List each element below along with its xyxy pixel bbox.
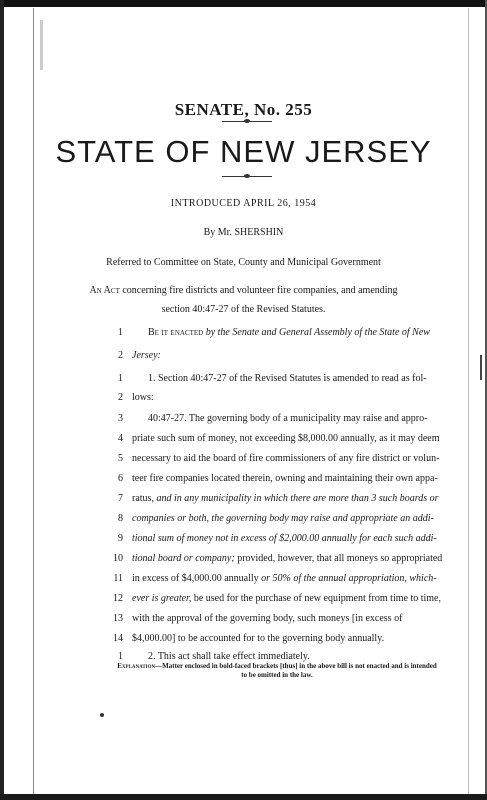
line-number: 1 (118, 373, 123, 384)
scan-artifact-dot (100, 713, 104, 717)
line-text: 1. Section 40:47-27 of the Revised Statutes is amended to read as fol- (148, 373, 427, 384)
line-text: lows: (132, 392, 154, 403)
explanation-note (117, 662, 437, 680)
bill-line (0, 492, 487, 506)
line-number: 3 (118, 413, 123, 424)
line-number: 1 (118, 651, 123, 662)
line-number: 8 (118, 513, 123, 524)
line-text: 40:47-27. The governing body of a municipality may raise and appro- (148, 413, 428, 424)
line-number: 11 (113, 573, 123, 584)
state-ornament-dot (244, 174, 250, 178)
act-title-line-1 (0, 285, 487, 296)
scan-border-bottom (0, 794, 487, 800)
sponsor-line: By Mr. SHERSHIN (203, 227, 284, 238)
bill-line (0, 572, 487, 586)
line-text: teer fire companies located therein, owning and maintaining their own appa- (132, 473, 438, 484)
line-text (132, 592, 441, 606)
line-text (132, 492, 439, 506)
bill-line (0, 472, 487, 486)
roman-segment: provided, however, that all moneys so appropriated (234, 553, 443, 564)
line-number: 2 (118, 350, 123, 361)
line-text: 2. This act shall take effect immediately. (148, 651, 310, 662)
act-title-line-2: section 40:47-27 of the Revised Statutes. (161, 304, 326, 315)
bill-line (0, 452, 487, 466)
roman-segment: ratus, (132, 493, 157, 504)
italic-amendment: tional board or company; (132, 553, 235, 564)
line-text: necessary to aid the board of fire commissioners of any fire district or volun- (132, 453, 440, 464)
act-prefix: An Act (89, 285, 120, 296)
bill-line (0, 326, 487, 340)
line-number: 5 (118, 453, 123, 464)
bill-number-title: SENATE, No. 255 (174, 100, 313, 119)
scan-artifact-left (40, 20, 43, 70)
bill-line (0, 632, 487, 646)
line-number: 10 (113, 553, 123, 564)
bill-line (0, 412, 487, 426)
bill-line (0, 552, 487, 566)
bill-line (0, 349, 487, 363)
line-text: with the approval of the governing body, such moneys [in excess of (132, 613, 403, 624)
italic-amendment: ever is greater, (132, 593, 192, 604)
title-ornament-dot (244, 119, 250, 123)
explanation-text: —Matter enclosed in bold-faced brackets [thus] in the above bill is not enacted and is intended to be omitted in the law. (155, 662, 437, 679)
bill-line (0, 512, 487, 526)
line-text (132, 552, 443, 566)
bill-line (0, 391, 487, 405)
italic-amendment: and in any municipality in which there are more than 3 such boards or (156, 493, 439, 504)
committee-referral: Referred to Committee on State, County and Municipal Government (106, 257, 381, 268)
line-text (148, 326, 432, 340)
roman-segment: be used for the purchase of new equipment from time to time, (191, 593, 441, 604)
line-number: 12 (113, 593, 123, 604)
line-text (132, 572, 437, 586)
enacting-clause-prefix: Be it enacted (148, 327, 204, 338)
line-number: 14 (113, 633, 123, 644)
bill-line (0, 372, 487, 386)
line-number: 6 (118, 473, 123, 484)
line-number: 13 (113, 613, 123, 624)
explanation-prefix: Explanation (117, 662, 156, 670)
bill-line (0, 532, 487, 546)
line-text: priate such sum of money, not exceeding $8,000.00 annually, as it may deem (132, 433, 440, 444)
line-text: $4,000.00] to be accounted for to the governing body annually. (132, 633, 385, 644)
roman-segment: in excess of $4,000.00 annually (132, 573, 262, 584)
state-title: STATE OF NEW JERSEY (55, 134, 432, 169)
line-number: 4 (118, 433, 123, 444)
introduced-date: INTRODUCED APRIL 26, 1954 (170, 198, 317, 209)
line-text: companies or both, the governing body may raise and appropriate an addi- (132, 513, 434, 524)
italic-amendment: or 50% of the annual appropriation, which- (261, 573, 437, 584)
act-title-text: concerning fire districts and volunteer fire companies, and amending (119, 285, 398, 296)
line-number: 7 (118, 493, 123, 504)
scan-border-top (0, 0, 487, 7)
bill-line (0, 432, 487, 446)
line-text: tional sum of money not in excess of $2,000.00 annually for each such addi- (132, 533, 437, 544)
enacting-clause-text: by the Senate and General Assembly of the State of New (203, 327, 430, 338)
line-text: Jersey: (132, 350, 161, 361)
line-number: 2 (118, 392, 123, 403)
bill-line (0, 612, 487, 626)
line-number: 9 (118, 533, 123, 544)
bill-line (0, 592, 487, 606)
line-number: 1 (118, 327, 123, 338)
